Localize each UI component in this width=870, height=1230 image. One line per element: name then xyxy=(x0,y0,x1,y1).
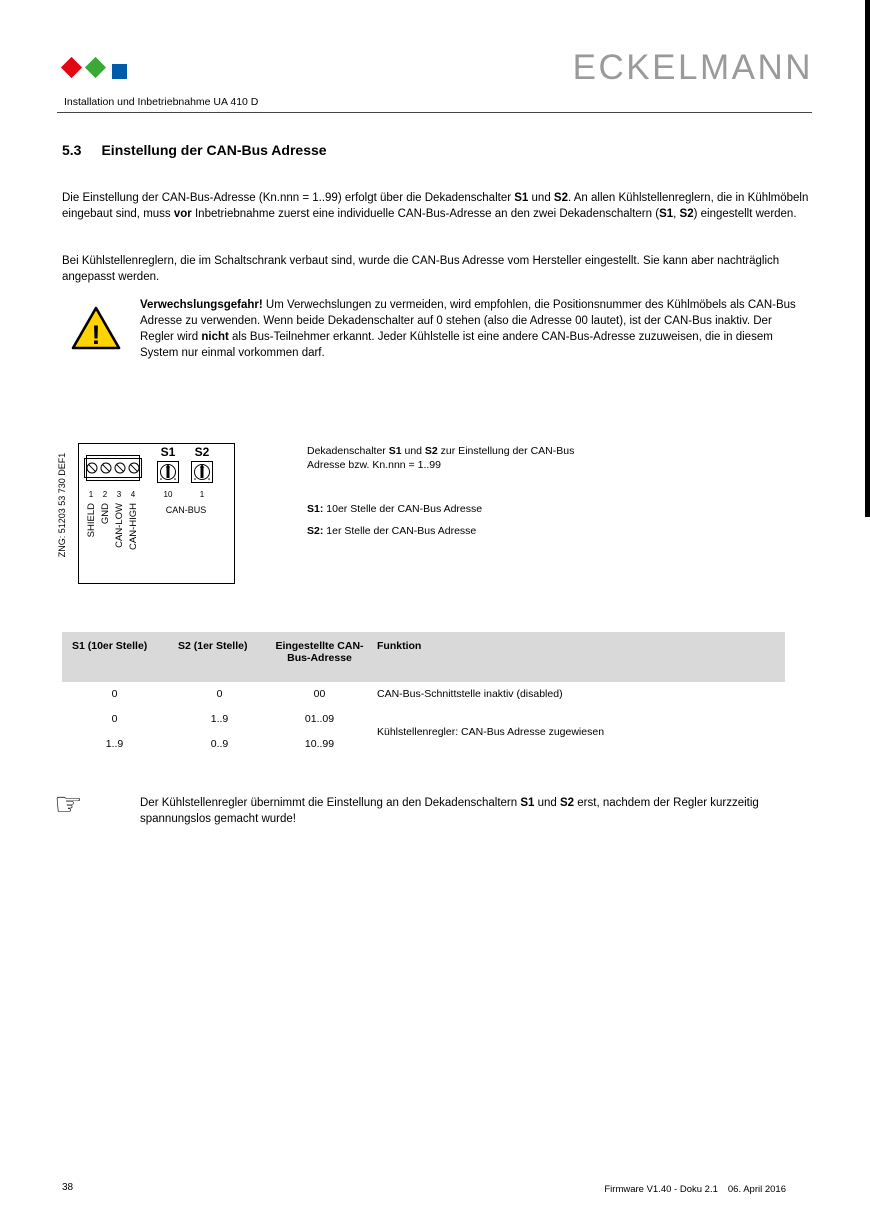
terminal-number-2: 2 xyxy=(102,490,108,499)
figure-drawing-number: ZNG: 51203 53 730 DEF1 xyxy=(57,452,67,558)
cell-s1: 0 xyxy=(111,713,118,725)
logo-green-diamond-icon xyxy=(85,57,106,78)
pointing-hand-icon: ☞ xyxy=(54,785,83,823)
logo-blue-square-icon xyxy=(112,64,127,79)
eckelmann-logo-icon xyxy=(62,56,137,82)
pin-label-gnd: GND xyxy=(100,503,111,525)
footer-info xyxy=(604,1184,786,1195)
table-row xyxy=(62,682,785,707)
table-header-row xyxy=(62,632,785,682)
figure-s2-description: S2: 1er Stelle der CAN-Bus Adresse xyxy=(307,525,477,537)
binding-edge-bar xyxy=(865,0,870,517)
pin-label-shield: SHIELD xyxy=(86,503,97,538)
page-number: 38 xyxy=(62,1182,74,1193)
section-title: Einstellung der CAN-Bus Adresse xyxy=(101,142,327,158)
section-number: 5.3 xyxy=(62,142,82,158)
cell-adresse: 10..99 xyxy=(304,738,335,750)
cell-s1: 0 xyxy=(111,688,118,700)
logo-red-diamond-icon xyxy=(61,57,82,78)
cell-funktion-merged: Kühlstellenregler: CAN-Bus Adresse zugewiesen xyxy=(377,726,605,738)
can-address-table xyxy=(62,632,785,757)
footer-version: Firmware V1.40 - Doku 2.1 xyxy=(604,1184,718,1195)
terminal-number-3: 3 xyxy=(116,490,122,499)
figure-caption-block xyxy=(307,444,577,538)
pin-label-can-low: CAN-LOW xyxy=(114,503,125,548)
terminal-block-icon xyxy=(84,454,142,482)
header-rule xyxy=(57,112,812,113)
dial-s1-value: 10 xyxy=(163,490,173,499)
col-header-funktion: Funktion xyxy=(367,632,785,682)
doc-subtitle: Installation und Inbetriebnahme UA 410 D xyxy=(64,96,259,108)
col-header-s2: S2 (1er Stelle) xyxy=(167,632,272,682)
section-heading xyxy=(62,142,327,158)
footer-date: 06. April 2016 xyxy=(727,1184,786,1195)
warning-text: Verwechslungsgefahr! Um Verwechslungen zu vermeiden, wird empfohlen, die Positionsnummer des Kühlmöbels als CAN-Bus Adresse zu verwenden. Wenn beide Dekadenschalter auf 0 stehen (also die Adresse 00 lautet), ist der CAN-Bus inaktiv. Der Regler wird nicht als Bus-Teilnehmer erkannt. Jeder Kühlstelle ist eine andere CAN-Bus-Adresse zuzuweisen, die in diesem System nur einmal vorkommen darf. xyxy=(140,299,796,359)
col-header-adresse: Eingestellte CAN-Bus-Adresse xyxy=(272,632,367,682)
warning-triangle-icon xyxy=(70,305,122,356)
terminal-number-1: 1 xyxy=(88,490,94,499)
terminal-number-4: 4 xyxy=(130,490,136,499)
paragraph-2: Bei Kühlstellenreglern, die im Schaltschrank verbaut sind, wurde die CAN-Bus Adresse vom Hersteller eingestellt. Sie kann aber nachträglich angepasst werden. xyxy=(62,255,780,283)
rotary-switch-s2-icon xyxy=(191,461,213,483)
brand-wordmark: ECKELMANN xyxy=(572,48,813,87)
cell-s2: 0 xyxy=(216,688,223,700)
svg-text:!: ! xyxy=(91,320,101,350)
cell-adresse: 01..09 xyxy=(304,713,335,725)
s2-switch-label: S2 xyxy=(194,445,210,459)
table-row xyxy=(62,707,785,732)
figure-s1-description: S1: 10er Stelle der CAN-Bus Adresse xyxy=(307,503,483,515)
figure-caption: Dekadenschalter S1 und S2 zur Einstellung der CAN-Bus Adresse bzw. Kn.nnn = 1..99 xyxy=(307,445,575,471)
cell-adresse: 00 xyxy=(313,688,326,700)
cell-funktion: CAN-Bus-Schnittstelle inaktiv (disabled) xyxy=(377,688,563,700)
s1-switch-label: S1 xyxy=(160,445,176,459)
can-bus-label: CAN-BUS xyxy=(165,505,207,515)
pin-label-can-high: CAN-HIGH xyxy=(128,503,139,550)
note-text: Der Kühlstellenregler übernimmt die Einstellung an den Dekadenschaltern S1 und S2 erst, nachdem der Regler kurzzeitig spannungslos gemacht wurde! xyxy=(140,797,759,825)
dial-s2-value: 1 xyxy=(199,490,205,499)
col-header-s1: S1 (10er Stelle) xyxy=(62,632,167,682)
cell-s2: 0..9 xyxy=(210,738,229,750)
cell-s1: 1..9 xyxy=(105,738,124,750)
paragraph-1: Die Einstellung der CAN-Bus-Adresse (Kn.nnn = 1..99) erfolgt über die Dekadenschalter S1 und S2. An allen Kühlstellenreglern, die in Kühlmöbeln eingebaut sind, muss vor Inbetriebnahme zuerst eine individuelle CAN-Bus-Adresse an den zwei Dekadenschaltern (S1, S2) eingestellt werden. xyxy=(62,192,809,220)
figure-connector-diagram xyxy=(78,443,235,584)
cell-s2: 1..9 xyxy=(210,713,229,725)
rotary-switch-s1-icon xyxy=(157,461,179,483)
